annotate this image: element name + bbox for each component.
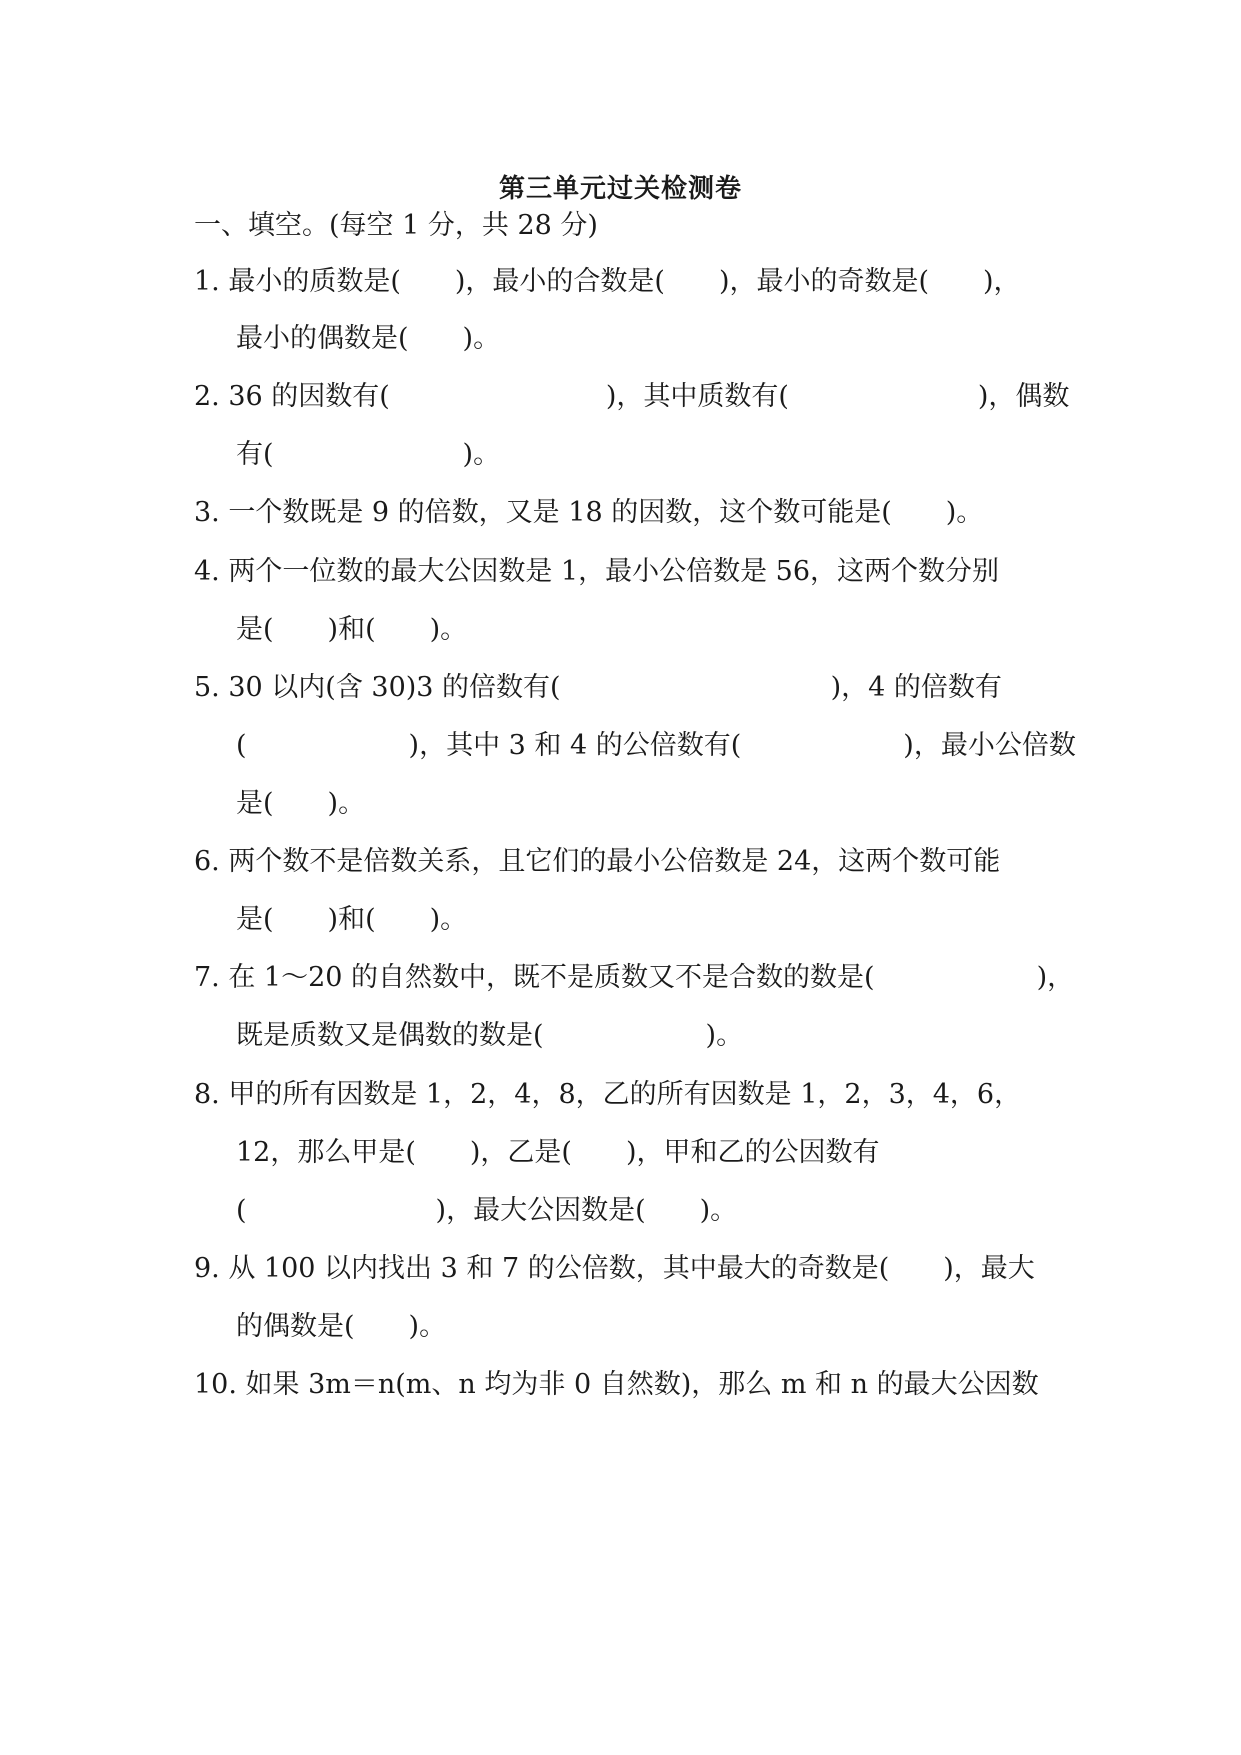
question-6-line-1: 6. 两个数不是倍数关系，且它们的最小公倍数是 24，这两个数可能 bbox=[194, 846, 1001, 877]
question-2-line-2: 有( )。 bbox=[236, 439, 501, 470]
question-5-line-3: 是( )。 bbox=[236, 788, 366, 819]
question-6-line-2: 是( )和( )。 bbox=[236, 904, 468, 935]
question-4-line-2: 是( )和( )。 bbox=[236, 614, 468, 645]
question-10-line-1: 10. 如果 3m＝n(m、n 均为非 0 自然数)，那么 m 和 n 的最大公因数 bbox=[194, 1369, 1039, 1400]
question-7-line-1: 7. 在 1～20 的自然数中，既不是质数又不是合数的数是( )， bbox=[194, 962, 1075, 993]
question-8-line-1: 8. 甲的所有因数是 1，2，4，8，乙的所有因数是 1，2，3，4，6， bbox=[194, 1079, 1022, 1110]
question-4-line-1: 4. 两个一位数的最大公因数是 1，最小公倍数是 56，这两个数分别 bbox=[194, 556, 1000, 587]
question-7-line-2: 既是质数又是偶数的数是( )。 bbox=[236, 1020, 744, 1051]
question-3-line-1: 3. 一个数既是 9 的倍数，又是 18 的因数，这个数可能是( )。 bbox=[194, 497, 984, 528]
page-title: 第三单元过关检测卷 bbox=[498, 174, 742, 204]
question-9-line-1: 9. 从 100 以内找出 3 和 7 的公倍数，其中最大的奇数是( )，最大 bbox=[194, 1253, 1035, 1284]
question-8-line-2: 12，那么甲是( )，乙是( )，甲和乙的公因数有 bbox=[236, 1137, 880, 1168]
question-8-line-3: ( )，最大公因数是( )。 bbox=[236, 1195, 738, 1226]
question-1-line-1: 1. 最小的质数是( )，最小的合数是( )，最小的奇数是( )， bbox=[194, 266, 1021, 297]
question-5-line-2: ( )，其中 3 和 4 的公倍数有( )，最小公倍数 bbox=[236, 730, 1076, 761]
question-1-line-2: 最小的偶数是( )。 bbox=[236, 323, 501, 354]
question-5-line-1: 5. 30 以内(含 30)3 的倍数有( )，4 的倍数有 bbox=[194, 672, 1002, 703]
section-heading: 一、填空。(每空 1 分，共 28 分) bbox=[194, 210, 598, 241]
question-9-line-2: 的偶数是( )。 bbox=[236, 1311, 447, 1342]
question-2-line-1: 2. 36 的因数有( )，其中质数有( )，偶数 bbox=[194, 381, 1070, 412]
